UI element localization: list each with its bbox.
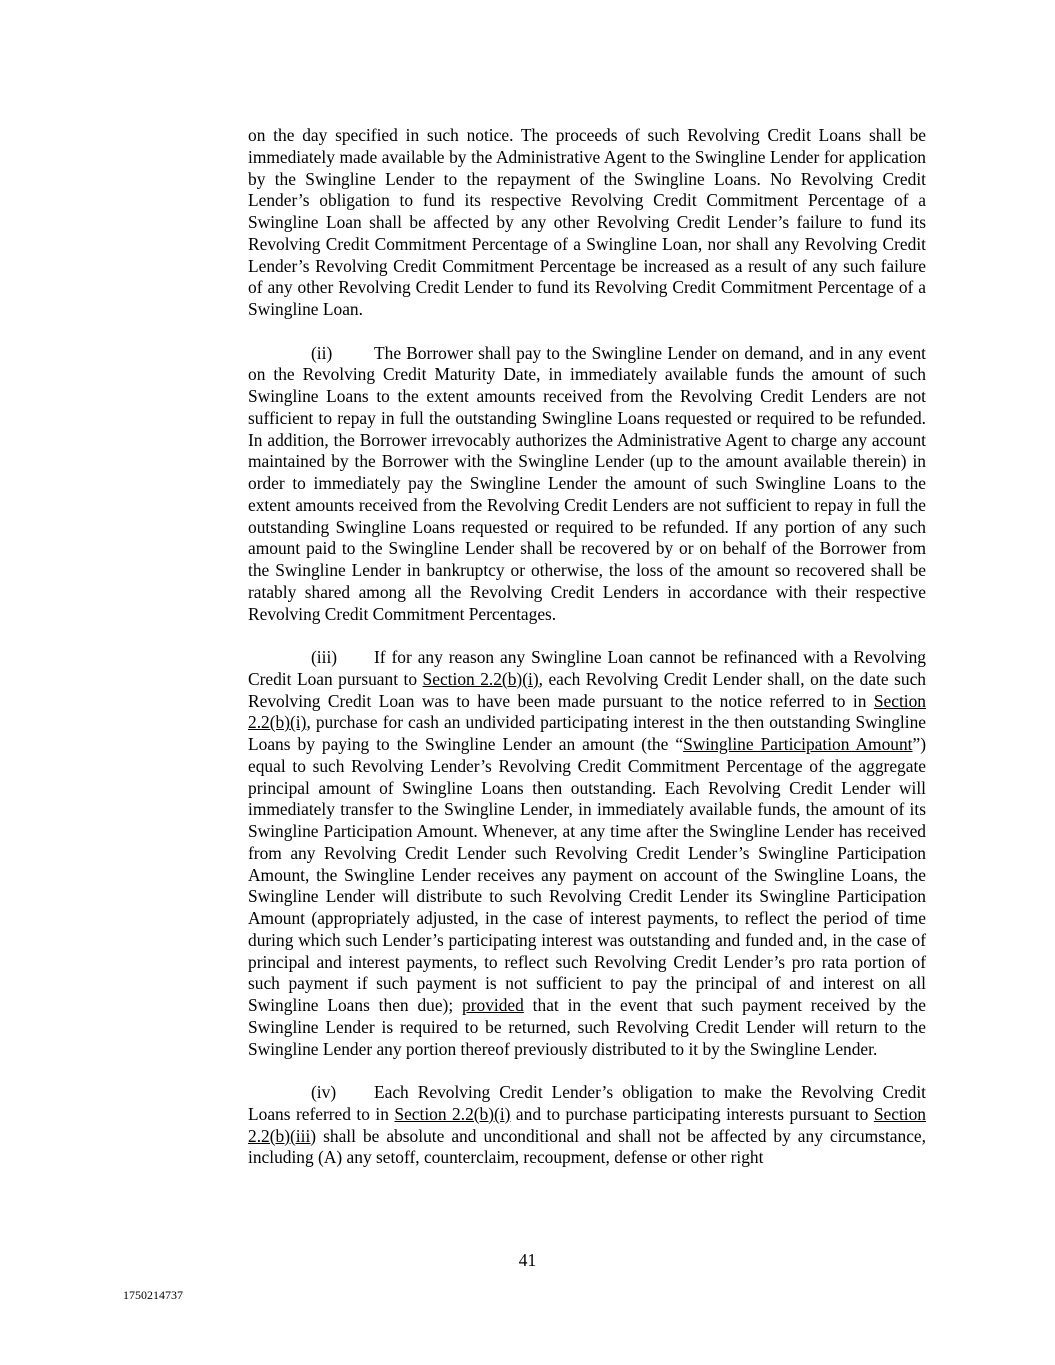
- clause-number: (iii): [311, 647, 338, 667]
- paragraph-iv: [248, 1082, 926, 1169]
- section-reference: Section 2.2(b)(i): [394, 1103, 511, 1124]
- paragraph-ii: [248, 343, 926, 626]
- document-id: 1750214737: [123, 1288, 183, 1302]
- clause-number: (iv): [311, 1082, 337, 1102]
- paragraph-text: The Borrower shall pay to the Swingline Lender on demand, and in any event on the Revolving Credit Maturity Date, in immediately available funds the amount of such Swingline Loans to the extent amounts received from the Revolving Credit Lenders are not sufficient to repay in full the outstanding Swingline Loans requested or required to be refunded. In addition, the Borrower irrevocably authorizes the Administrative Agent to charge any account maintained by the Borrower with the Swingline Lender (up to the amount available therein) in order to immediately pay the Swingline Lender the amount of such Swingline Loans to the extent amounts received from the Revolving Credit Lenders are not sufficient to repay in full the outstanding Swingline Loans requested or required to be refunded. If any portion of any such amount paid to the Swingline Lender shall be recovered by or on behalf of the Borrower from the Swingline Lender in bankruptcy or otherwise, the loss of the amount so recovered shall be ratably shared among all the Revolving Credit Lenders in accordance with their respective Revolving Credit Commitment Percentages.: [248, 342, 926, 624]
- paragraph-text: that in the event that such payment received by the Swingline Lender is required to be returned, such Revolving Credit Lender will return to the Swingline Lender any portion thereof previously distributed to it by the Swingline Lender.: [248, 995, 926, 1059]
- page-number: 41: [518, 1250, 537, 1270]
- section-reference: Section 2.2(b)(i): [248, 690, 926, 733]
- section-reference: Section 2.2(b)(iii): [248, 1103, 926, 1146]
- paragraph-text: and to purchase participating interests pursuant to: [510, 1103, 874, 1124]
- proviso-term: provided: [462, 995, 524, 1015]
- body-text: [248, 125, 926, 1169]
- paragraph-text: ”) equal to such Revolving Lender’s Revolving Credit Commitment Percentage of the aggregate principal amount of Swingline Loans then outstanding. Each Revolving Credit Lender will immediately transfer to the Swingline Lender, in immediately available funds, the amount of its Swingline Participation Amount. Whenever, at any time after the Swingline Lender has received from any Revolving Credit Lender such Revolving Credit Lender’s Swingline Participation Amount, the Swingline Lender receives any payment on account of the Swingline Loans, the Swingline Lender will distribute to such Revolving Credit Lender its Swingline Participation Amount (appropriately adjusted, in the case of interest payments, to reflect the period of time during which such Lender’s participating interest was outstanding and funded and, in the case of principal and interest payments, to reflect such Revolving Credit Lender’s pro rata portion of such payment if such payment is not sufficient to pay the principal of and interest on all Swingline Loans then due);: [248, 734, 927, 1015]
- paragraph-iii: [248, 647, 926, 1060]
- defined-term: Swingline Participation Amount: [683, 734, 913, 754]
- section-reference: Section 2.2(b)(i): [422, 668, 539, 689]
- paragraph-text: , each Revolving Credit Lender shall, on the date such Revolving Credit Loan was to have been made pursuant to the notice referred to in: [248, 668, 926, 711]
- paragraph-text: on the day specified in such notice. The proceeds of such Revolving Credit Loans shall be immediately made available by the Administrative Agent to the Swingline Lender for application by the Swingline Lender to the repayment of the Swingline Loans. No Revolving Credit Lender’s obligation to fund its respective Revolving Credit Commitment Percentage of a Swingline Loan shall be affected by any other Revolving Credit Lender’s failure to fund its Revolving Credit Commitment Percentage of a Swingline Loan, nor shall any Revolving Credit Lender’s Revolving Credit Commitment Percentage be increased as a result of any such failure of any other Revolving Credit Lender to fund its Revolving Credit Commitment Percentage of a Swingline Loan.: [248, 125, 926, 319]
- paragraph-continuation: [248, 125, 926, 321]
- paragraph-text: If for any reason any Swingline Loan cannot be refinanced with a Revolving Credit Loan pursuant to: [248, 647, 926, 689]
- paragraph-text: Each Revolving Credit Lender’s obligation to make the Revolving Credit Loans referred to in: [248, 1082, 926, 1124]
- clause-number: (ii): [311, 342, 333, 363]
- paragraph-text: , purchase for cash an undivided participating interest in the then outstanding Swingline Loans by paying to the Swingline Lender an amount (the “: [248, 712, 926, 754]
- paragraph-text: shall be absolute and unconditional and shall not be affected by any circumstance, including (A) any setoff, counterclaim, recoupment, defense or other right: [248, 1125, 926, 1168]
